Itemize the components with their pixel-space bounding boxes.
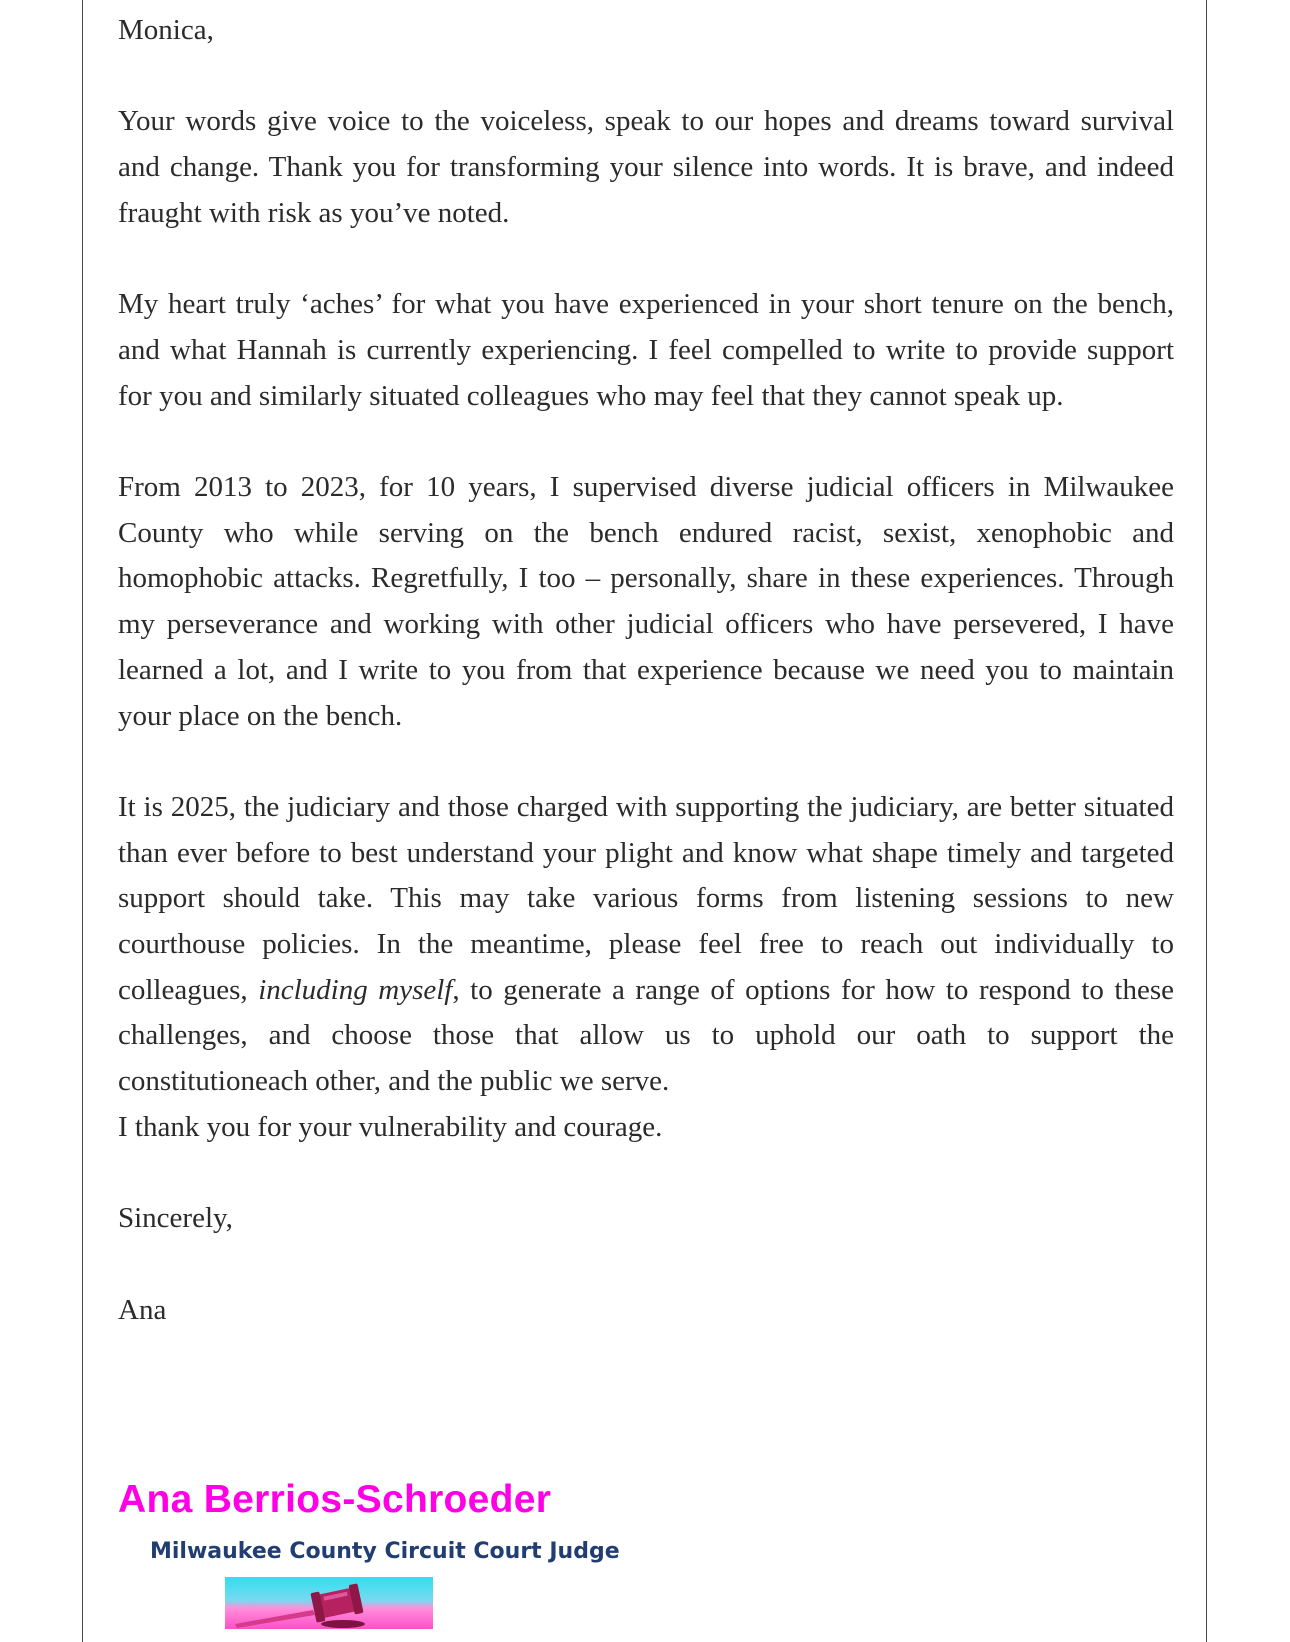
paragraph-2: My heart truly ‘aches’ for what you have experienced in your short tenure on the bench, and what Hannah is currently experiencing. I feel compelled to write to provide support for you and similarly situated colleagues who may feel that they cannot speak up. — [118, 288, 1174, 412]
gavel-icon — [225, 1577, 433, 1629]
closing: Sincerely, — [118, 1202, 233, 1235]
paragraph-1: Your words give voice to the voiceless, speak to our hopes and dreams toward survival and change. Thank you for transforming your silence into words. It is brave, and indeed fraught with risk as you’ve noted. — [118, 105, 1174, 229]
signature-name: Ana Berrios-Schroeder — [118, 1478, 552, 1521]
signature-banner — [225, 1577, 433, 1629]
signature-title: Milwaukee County Circuit Court Judge — [150, 1539, 620, 1564]
paragraph-4 — [118, 785, 1174, 1105]
paragraph-4-text-start: It is 2025, the judiciary and those charged with supporting the judiciary, are better situated than ever before to best understand your plight and know what shape timely and targeted support should take. This may take various forms from listening sessions to new courthouse policies. In the meantime, please feel free to reach out individually to colleagues, — [118, 790, 1174, 1006]
paragraph-4-italic: including myself — [258, 973, 453, 1006]
paragraph-4-text-end: , to generate a range of options for how to respond to these challenges, and choose those that allow us to uphold our oath to support the constitutioneach other, and the public we serve. — [118, 973, 1175, 1098]
paragraph-3: From 2013 to 2023, for 10 years, I supervised diverse judicial officers in Milwaukee County who while serving on the bench endured racist, sexist, xenophobic and homophobic attacks. Regretfully, I too – personally, share in these experiences. Through my perseverance and working with other judicial officers who have persevered, I have learned a lot, and I write to you from that experience because we need you to maintain your place on the bench. — [118, 470, 1174, 732]
thanks-line: I thank you for your vulnerability and courage. — [118, 1110, 663, 1143]
letter-body — [118, 8, 1174, 1333]
salutation: Monica, — [118, 14, 214, 46]
letter-page — [82, 0, 1207, 1642]
signoff: Ana — [118, 1293, 167, 1326]
